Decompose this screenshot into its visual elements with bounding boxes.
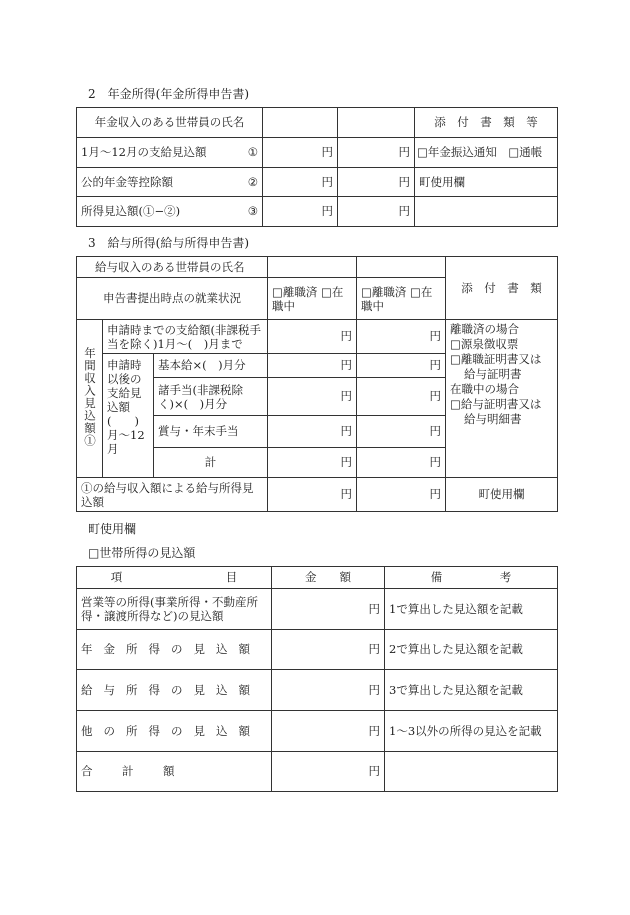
pension-name-label: 年金収入のある世帯員の氏名 [77,108,263,138]
allowance-amount-1[interactable]: 円 [268,378,357,416]
salary-income-amount-2[interactable]: 円 [357,478,446,512]
docs-item[interactable]: □給与証明書又は [450,397,542,411]
pension-name-cell-1[interactable] [263,108,338,138]
household-row-3-item: 給与所得の見込額 [77,670,272,711]
col-amount-header: 金 額 [272,567,385,589]
household-row-2-amount[interactable]: 円 [272,630,385,670]
bonus-amount-2[interactable]: 円 [357,416,446,448]
pension-table [76,107,558,227]
employment-status-checkbox-2[interactable]: □離職済 □在職中 [357,278,446,320]
salary-attach-docs[interactable] [446,320,558,478]
household-row-3-note: 3で算出した見込額を記載 [385,670,558,711]
employment-status-checkbox-1[interactable]: □離職済 □在職中 [268,278,357,320]
pension-row-3-label: 所得見込額(①−②) ③ [77,197,263,227]
col-item-header: 項 目 [77,567,272,589]
salary-income-label: ①の給与収入額による給与所得見込額 [77,478,268,512]
docs-item[interactable]: □離職証明書又は [450,352,542,366]
household-income-heading[interactable]: □世帯所得の見込額 [88,546,196,560]
salary-income-amount-1[interactable]: 円 [268,478,357,512]
household-row-4-note: 1～3以外の所得の見込を記載 [385,711,558,752]
paid-to-date-label: 申請時までの支給額(非課税手当を除く)1月～( )月まで [103,320,268,354]
pension-office-use-label: 町使用欄 [415,168,558,197]
salary-attach-label: 添 付 書 類 [446,257,558,320]
pension-attach-label: 添 付 書 類 等 [415,108,558,138]
docs-item: 給与明細書 [464,412,522,426]
pension-row-2-label: 公的年金等控除額 ② [77,168,263,197]
section2-heading: 2 年金所得(年金所得申告書) [88,87,249,101]
household-row-4-item: 他の所得の見込額 [77,711,272,752]
salary-name-cell-2[interactable] [357,257,446,278]
subtotal-label: 計 [154,448,268,478]
docs-item: 離職済の場合 [450,322,519,336]
salary-name-label: 給与収入のある世帯員の氏名 [77,257,268,278]
base-salary-amount-1[interactable]: 円 [268,354,357,378]
household-row-1-note: 1で算出した見込額を記載 [385,589,558,630]
household-row-4-amount[interactable]: 円 [272,711,385,752]
pension-row-2-amount-1[interactable]: 円 [263,168,338,197]
pension-row-1-label: 1月～12月の支給見込額 ① [77,138,263,168]
pension-row-1-amount-1[interactable]: 円 [263,138,338,168]
household-total-item: 合 計 額 [77,752,272,792]
allowance-amount-2[interactable]: 円 [357,378,446,416]
annual-income-label: 年間収入見込額① [77,320,103,478]
pension-row-1-amount-2[interactable]: 円 [338,138,415,168]
household-row-3-amount[interactable]: 円 [272,670,385,711]
salary-table [76,256,558,512]
household-row-1-item: 営業等の所得(事業所得・不動産所得・譲渡所得など)の見込額 [77,589,272,630]
docs-item: 在職中の場合 [450,382,519,396]
employment-status-label: 申告書提出時点の就業状況 [77,278,268,320]
bonus-label: 賞与・年末手当 [154,416,268,448]
col-note-header: 備 考 [385,567,558,589]
household-row-1-amount[interactable]: 円 [272,589,385,630]
household-row-2-item: 年金所得の見込額 [77,630,272,670]
pension-name-cell-2[interactable] [338,108,415,138]
office-use-heading: 町使用欄 [88,522,137,536]
household-total-note [385,752,558,792]
household-row-2-note: 2で算出した見込額を記載 [385,630,558,670]
bonus-amount-1[interactable]: 円 [268,416,357,448]
docs-item[interactable]: □源泉徴収票 [450,337,519,351]
pension-attach-checkboxes[interactable]: □年金振込通知 □通帳 [415,138,558,168]
subtotal-amount-1[interactable]: 円 [268,448,357,478]
section3-heading: 3 給与所得(給与所得申告書) [88,236,249,250]
household-total-amount[interactable]: 円 [272,752,385,792]
salary-name-cell-1[interactable] [268,257,357,278]
future-payment-label: 申請時以後の支給見込額( )月～12月 [103,354,154,478]
pension-office-use-cell [415,197,558,227]
base-salary-label: 基本給×( )月分 [154,354,268,378]
base-salary-amount-2[interactable]: 円 [357,354,446,378]
paid-to-date-amount-2[interactable]: 円 [357,320,446,354]
pension-row-2-amount-2[interactable]: 円 [338,168,415,197]
subtotal-amount-2[interactable]: 円 [357,448,446,478]
paid-to-date-amount-1[interactable]: 円 [268,320,357,354]
docs-item: 給与証明書 [464,367,522,381]
pension-row-3-amount-2[interactable]: 円 [338,197,415,227]
pension-row-3-amount-1[interactable]: 円 [263,197,338,227]
allowance-label: 諸手当(非課税除く)×( )月分 [154,378,268,416]
salary-office-use-label: 町使用欄 [446,478,558,512]
household-income-table [76,566,558,792]
